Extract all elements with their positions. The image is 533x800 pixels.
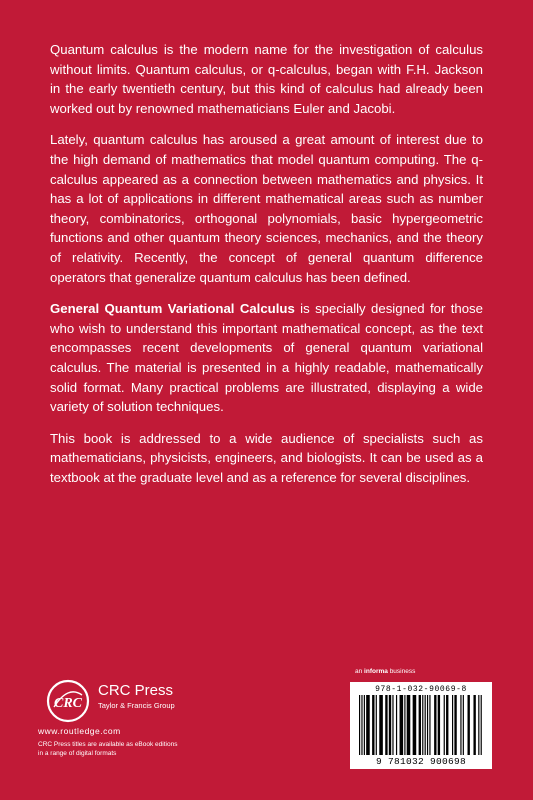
barcode-bar: [427, 695, 428, 755]
barcode-bar: [452, 695, 453, 755]
barcode-bar: [407, 695, 411, 755]
description-paragraph-4: This book is addressed to a wide audience of specialists such as mathematicians, physicists, engineers, and biologists. It can be used as a textbook at the graduate level and as a reference for several disciplines.: [50, 430, 483, 485]
barcode-bar: [454, 695, 456, 755]
barcode-bar: [376, 695, 377, 755]
barcode-bar: [478, 695, 479, 755]
ebook-availability-note: CRC Press titles are available as eBook editions in a range of digital formats: [38, 741, 178, 757]
barcode-bar: [425, 695, 426, 755]
barcode-bar: [463, 695, 464, 755]
crc-press-logo: [46, 679, 90, 723]
barcode-bar: [359, 695, 360, 755]
barcode-bar: [366, 695, 370, 755]
publisher-name: CRC Press: [98, 682, 174, 699]
barcode-bar: [434, 695, 436, 755]
barcode-bar: [413, 695, 417, 755]
barcode-bar: [389, 695, 391, 755]
publisher-group: Taylor & Francis Group: [98, 701, 175, 710]
description-paragraph-2: Lately, quantum calculus has aroused a great amount of interest due to the high demand of mathematics that model quantum computing. The q-calculus appeared as a connection between mathematics and physics. It has a lot of applications in different mathematical areas such as number theory, combinatorics, orthogonal polynomials, basic hypergeometric functions and other quantum theory sciences, mechanics, and the theory of relativity. Recently, the concept of general quantum difference operators that generalize quantum calculus has been defined.: [50, 132, 483, 285]
barcode-bar: [429, 695, 430, 755]
isbn-digits: 9 781032 900698: [375, 756, 466, 767]
barcode-bar: [481, 695, 482, 755]
description-paragraph-1: Quantum calculus is the modern name for the investigation of calculus without limits. Quantum calculus, or q-calculus, began with F.H. Jackson in the early twentieth century, but this kind of calculus had already been worked out by renowned mathematicians Euler and Jacobi.: [50, 42, 483, 116]
barcode-bar: [468, 695, 470, 755]
barcode-bar: [460, 695, 461, 755]
isbn-hyphenated: 978-1-032-90069-8: [375, 685, 467, 694]
barcode-bar: [372, 695, 374, 755]
crc-logo-text: CRC: [53, 696, 83, 711]
description-paragraph-3-text: is specially designed for those who wish to understand this important mathematical concept, as the text encompasses recent developments of general quantum variational calculus. The material is presented in a highly readable, mathematically solid format. Many practical problems are illustrated, displaying a wide variety of solution techniques.: [50, 301, 483, 415]
barcode-bar: [419, 695, 421, 755]
isbn-barcode: [350, 682, 492, 769]
barcode-bar: [404, 695, 405, 755]
book-description: [50, 40, 483, 499]
informa-business-tag: [355, 668, 415, 676]
barcode-bar: [438, 695, 440, 755]
informa-brand: informa: [364, 668, 388, 675]
barcode-bar: [444, 695, 445, 755]
barcode-bar: [361, 695, 362, 755]
book-title-inline: General Quantum Variational Calculus: [50, 301, 295, 317]
barcode-bar: [364, 695, 365, 755]
barcode-bar: [396, 695, 397, 755]
barcode-bars: [357, 695, 485, 755]
description-paragraph-3: [50, 299, 483, 417]
barcode-bar: [379, 695, 383, 755]
barcode-bar: [446, 695, 448, 755]
barcode-bar: [400, 695, 404, 755]
informa-prefix: an: [355, 668, 365, 675]
barcode-bar: [392, 695, 393, 755]
publisher-website[interactable]: www.routledge.com: [38, 726, 121, 736]
barcode-bar: [473, 695, 475, 755]
barcode-bar: [385, 695, 387, 755]
barcode-bar: [422, 695, 423, 755]
informa-suffix: business: [387, 668, 416, 675]
